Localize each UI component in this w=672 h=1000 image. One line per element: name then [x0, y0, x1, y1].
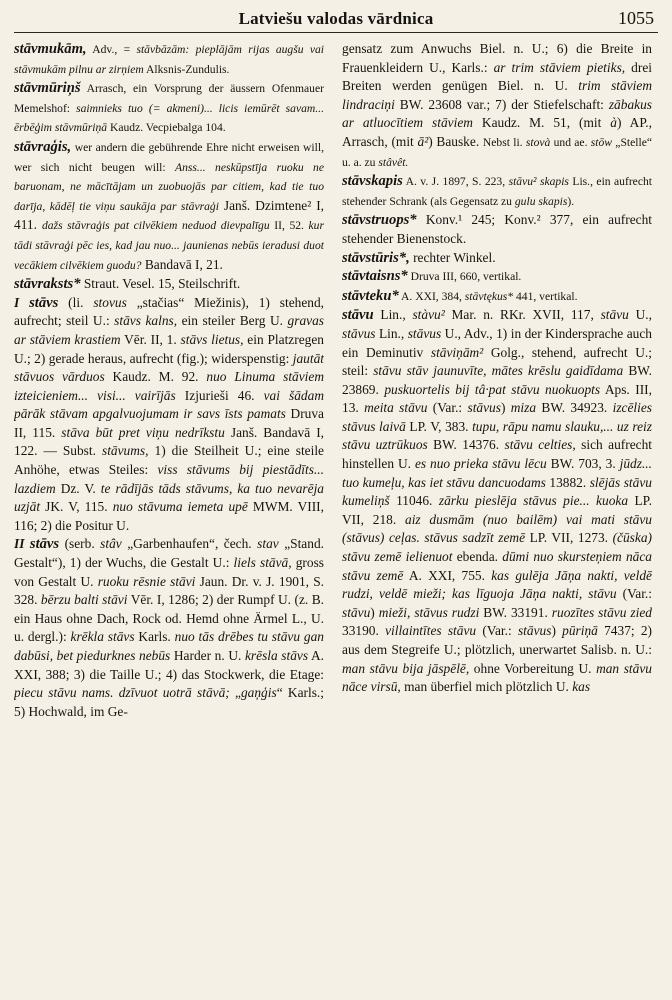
- entry-text: ein Platzregen U.; 2) gerade heraus, aufrecht (fig.); widerspenstig:: [14, 331, 324, 366]
- entry-text: Harder n. U.: [170, 648, 245, 663]
- dictionary-entry: [342, 249, 652, 268]
- entry-text: Anss... neskūpstīja ruoku ne baruonam, ne mācītājam un zuobuojās par citiem, kad tie tuo darīja, kādēļ tie viņu saukāja par stāvraģi: [14, 160, 324, 213]
- entry-text: à: [610, 115, 617, 131]
- entry-text: II, 52.: [269, 219, 309, 233]
- entry-text: A. v. J. 1897, S. 223,: [402, 175, 509, 189]
- entry-text: bērzu balti stāvi: [40, 592, 128, 608]
- entry-text: stāvs lietus,: [180, 331, 244, 347]
- entry-text: Lis., ein aufrecht stehender Schrank (als Gegensatz zu: [342, 175, 652, 208]
- running-title: Latviešu valodas vārdnica: [238, 9, 434, 28]
- entry-text: BW. 14376.: [427, 437, 505, 453]
- entry-text: nuo tās drēbes tu stāvu gan dabūsi, bet piedurknes nebūs: [14, 629, 324, 663]
- entry-text: stāvus: [517, 623, 552, 639]
- headword: stāvtaisns*: [342, 268, 408, 285]
- entry-text: ) AP., Arrasch, (mit: [342, 115, 652, 149]
- entry-text: mieži, stāvus rudzi: [378, 604, 480, 620]
- entry-text: ruoku rēsnie stāvi: [97, 573, 196, 589]
- entry-text: gulu skapis: [514, 194, 568, 208]
- entry-text: stāvus: [407, 325, 442, 341]
- headword: stāvraksts*: [14, 276, 81, 293]
- entry-text: man stāvu nāce virsū,: [342, 660, 652, 695]
- entry-text: drei Breiten werden genügen Biel. n. U.: [342, 59, 652, 94]
- entry-text: „Stelle“ u. a. zu: [342, 135, 652, 169]
- entry-text: Dz. V.: [55, 480, 101, 496]
- entry-text: gross von Gestalt U.: [14, 555, 324, 589]
- entry-text: trim stāviem lindraciņi: [342, 78, 652, 112]
- entry-text: (li.: [58, 294, 94, 310]
- dictionary-entry: [14, 138, 324, 275]
- entry-text: Alksnis-Zundulis.: [143, 62, 230, 76]
- headword: stāvskapis: [342, 173, 403, 190]
- entry-text: stȃv: [100, 536, 122, 552]
- entry-text: U.,: [628, 307, 652, 323]
- headword: stāvmukām,: [14, 41, 87, 57]
- entry-text: 1) die Steilheit U.; eine steile Anhöhe, etwas Steiles:: [14, 443, 324, 478]
- entry-text: stāvus: [467, 400, 501, 416]
- entry-text: Druva II, 115.: [14, 406, 324, 440]
- entry-text: wer andern die gebührende Ehre nicht erweisen will, wer sich nicht beugen will:: [14, 140, 324, 174]
- entry-text: krēkla stāvs: [70, 629, 135, 645]
- entry-text: saimnieks tuo (= akmeni)... licis iemūrēt savam... ērbēģim stāvmūriņā: [14, 101, 324, 135]
- entry-text: tupu, rāpu namu slauku,... uz reiz stāvu uztrūkuos: [342, 418, 652, 453]
- entry-text: ) Bauske.: [428, 133, 483, 149]
- entry-text: stav: [257, 536, 279, 552]
- entry-text: BW. 34923.: [536, 400, 613, 416]
- entry-text: stāva būt pret viņu nedrīkstu: [61, 424, 225, 440]
- headword: stāvstūris*,: [342, 249, 410, 266]
- entry-text: gravas ar stāviem krastiem: [14, 313, 324, 347]
- entry-text: ).: [567, 194, 575, 208]
- headword: stāvs: [29, 536, 60, 553]
- entry-text: 7437; 2) aus dem Stegreife U.; plötzlich, unerwartet Salisb. n. U.:: [342, 623, 652, 657]
- entry-text: stāvs kalns,: [114, 313, 178, 329]
- entry-text: villaintītes stāvu: [385, 623, 477, 639]
- entry-text: Mar. n. RKr. XVII, 117,: [444, 307, 601, 323]
- entry-text: jautāt stāvuos vārduos: [14, 350, 324, 385]
- entry-text: nuo stāvuma iemeta upē: [112, 499, 248, 515]
- entry-text: ebenda.: [452, 549, 503, 565]
- entry-text: Kaudz. M. 51, (mit: [472, 115, 611, 131]
- dictionary-entry: [342, 287, 652, 307]
- dictionary-entry: [342, 306, 652, 696]
- entry-text: Kaudz. M. 92.: [104, 369, 207, 385]
- entry-text: stāvums,: [101, 443, 149, 459]
- entry-text: krēsla stāvs: [244, 648, 309, 663]
- entry-text: Aps. III, 13.: [342, 381, 652, 416]
- entry-text: dažs stāvraģis pat cilvēkiem neduod dievpalīgu: [41, 219, 270, 233]
- entry-text: Lin.,: [375, 325, 408, 341]
- entry-text: ohne Vorbereitung U.: [469, 660, 597, 676]
- entry-text: Vēr. II, 1.: [120, 331, 181, 347]
- entry-text: stāviņām²: [430, 344, 484, 360]
- entry-text: BW. 33191.: [479, 604, 552, 620]
- entry-text: “ Karls.; 5) Hochwald, im Ge-: [14, 685, 324, 719]
- headword: stāvs: [29, 294, 59, 311]
- entry-text: stāvus sadzīt zemē: [424, 530, 526, 546]
- entry-text: A. XXI, 755.: [403, 567, 492, 583]
- headword: stāvteku*: [342, 287, 399, 304]
- entry-text: BW. 703, 3.: [546, 456, 620, 472]
- entry-text: (Var.:: [476, 623, 518, 639]
- entry-text: slējās stāvu kumeliņš: [342, 474, 652, 509]
- entry-text: ): [370, 604, 379, 620]
- entry-text: stâvêt.: [378, 155, 409, 169]
- entry-text: man überfiel mich plötzlich U.: [400, 679, 573, 695]
- entry-text: kas: [572, 679, 591, 695]
- dictionary-entry: [14, 40, 324, 79]
- entry-text: gaņģis: [240, 685, 277, 701]
- entry-text: BW. 23869.: [342, 363, 652, 397]
- entry-text: stovà: [525, 135, 551, 149]
- entry-text: MWM. VIII, 116; 2) die Positur U.: [14, 499, 324, 533]
- entry-text: A. XXI, 388; 3) die Taille U.; 4) das Stockwerk, die Etage:: [14, 648, 324, 682]
- entry-text: stōw: [590, 135, 613, 149]
- entry-text: zārku pieslēja stāvus pie... kuoka: [438, 493, 629, 509]
- entry-text: Kaudz. Vecpiebalga 104.: [107, 121, 226, 135]
- entry-text: Arrasch, ein Vorsprung der äussern Ofenmauer Memelshof:: [14, 82, 324, 115]
- entry-text: Jaun. Dr. v. J. 1901, S. 328.: [14, 573, 324, 608]
- entry-text: stàvu²: [412, 307, 445, 323]
- homograph-number: I: [14, 294, 30, 310]
- entry-text: (Var.:: [427, 400, 468, 416]
- entry-text: LP. V, 383.: [405, 418, 473, 434]
- dictionary-entry: [14, 275, 324, 294]
- entry-text: „stačias“ Miežinis), 1) stehend, aufrecht; steil U.:: [14, 294, 324, 329]
- entry-text: (serb.: [59, 536, 101, 552]
- entry-text: kur tādi stāvraģi pēc ies, kad jau nuo... jaunienas nebūs ieradusi duot vecākiem cilvēkiem guodu?: [14, 219, 324, 272]
- page-number: 1055: [618, 8, 654, 28]
- right-column: [342, 40, 652, 994]
- headword: stāvmūriņš: [14, 80, 81, 97]
- entry-text: 11046.: [389, 493, 439, 509]
- entry-text: 33190.: [342, 623, 386, 639]
- dictionary-entry: [14, 79, 324, 138]
- entry-text: Konv.¹ 245; Konv.² 377, ein aufrecht stehender Bienenstock.: [342, 212, 652, 246]
- entry-text: Druva III, 660, vertikal.: [407, 270, 522, 284]
- entry-text: pūriņā: [562, 623, 598, 639]
- entry-text: 441, vertikal.: [513, 289, 578, 303]
- entry-text: (Var.:: [616, 586, 652, 602]
- entry-text: stāvu: [342, 604, 371, 620]
- entry-text: piecu stāvu nams. dzīvuot uotrā stāvā;: [14, 685, 230, 701]
- entry-text: stāvu celties,: [504, 437, 576, 453]
- entry-text: sich aufrecht hinstellen U.: [342, 437, 652, 472]
- entry-text: ): [500, 400, 511, 416]
- entry-text: ): [551, 623, 563, 639]
- entry-text: aiz dusmām (nuo bailēm) vai mati stāvu (stāvus) ceļas.: [342, 511, 652, 546]
- entry-text: Janš. Dzimtene² I, 411.: [14, 197, 324, 233]
- entry-text: izcēlies stāvus laivā: [342, 400, 652, 434]
- entry-text: Lin.,: [373, 307, 413, 323]
- left-column: [14, 40, 324, 994]
- entry-text: Golg., stehend, aufrecht U.; steil:: [342, 344, 652, 379]
- entry-text: meita stāvu: [364, 400, 428, 416]
- entry-text: stāvus: [342, 325, 376, 341]
- headword: stāvu: [342, 307, 374, 324]
- entry-text: ā²: [417, 133, 429, 149]
- entry-text: stāvtękus*: [464, 289, 514, 303]
- entry-text: stāvbāzām: pieplājām rijas augšu vai stāvmukām pilnu ar zirņiem: [14, 43, 324, 76]
- dictionary-entry: [342, 211, 652, 248]
- entry-text: Bandavā I, 21.: [141, 256, 223, 272]
- entry-text: vai šādam pārāk stāvam apgalvuojumam ir savs īsts pamats: [14, 387, 324, 422]
- entry-text: A. XXI, 384,: [398, 289, 465, 303]
- entry-text: stāvu² skapis: [508, 175, 569, 189]
- entry-text: dūmi nuo skursteņiem nāca stāvu zemē: [342, 549, 652, 583]
- entry-text: 13882.: [545, 474, 590, 490]
- entry-text: miza: [510, 400, 537, 416]
- entry-text: puskuortelis bij tâ·pat stāvu nuokuopts: [384, 381, 601, 397]
- entry-text: stāvu stāv jaunuvīte, mātes krēslu gaidīdama: [373, 363, 624, 379]
- entry-text: ein steiler Berg U.: [177, 313, 288, 329]
- dictionary-entry: [342, 267, 652, 287]
- page-header: [14, 6, 658, 33]
- entry-text: „: [229, 685, 241, 701]
- entry-text: BW. 23608 var.; 7) der Stiefelschaft:: [394, 96, 609, 112]
- dictionary-entry: [14, 535, 324, 721]
- entry-text: ruozītes stāvu zied: [551, 604, 652, 620]
- dictionary-entry: [342, 172, 652, 211]
- entry-text: gensatz zum Anwuchs Biel. n. U.; 6) die Breite in Frauenkleidern U., Karls.:: [342, 41, 652, 75]
- entry-text: stāvu: [600, 307, 629, 323]
- entry-text: U., Adv., 1) in der Kindersprache auch ein Deminutiv: [342, 325, 652, 360]
- entry-text: ar trim stāviem pietiks,: [493, 59, 626, 75]
- entry-text: Janš. Bandavā I, 122. — Subst.: [14, 424, 324, 459]
- entry-text: „Garbenhaufen“, čech.: [121, 536, 258, 552]
- entry-text: Adv., =: [86, 43, 137, 56]
- entry-text: viss stāvums bij piestādīts... lazdiem: [14, 462, 324, 496]
- entry-text: stovus: [93, 294, 127, 310]
- dictionary-entry: [342, 40, 652, 172]
- dictionary-entry: [14, 294, 324, 536]
- entry-text: kas gulēja Jāņa nakti, veldē rudzi, veldē mieži; kas līguoja Jāņa nakti, stāvu: [342, 567, 652, 602]
- homograph-number: II: [14, 536, 30, 552]
- headword: stāvraģis,: [14, 138, 72, 155]
- entry-text: Vēr. I, 1286; 2) der Rumpf U. (z. B. ein Haus ohne Dach, Rock od. Hemd ohne Ärmel L., U. u. dergl.):: [14, 592, 324, 645]
- entry-text: und ae.: [550, 135, 591, 149]
- entry-text: Izjurieši 46.: [175, 387, 264, 403]
- entry-text: Nebst li.: [482, 135, 526, 149]
- entry-text: nuo Linuma stāviem izteicieniem... visi... vairījās: [14, 369, 324, 403]
- entry-text: LP. VII, 218.: [342, 493, 652, 527]
- entry-text: JK. V, 115.: [40, 499, 113, 515]
- entry-text: zābakus ar atluocītiem stāviem: [342, 96, 652, 131]
- entry-text: man stāvu bija jāspēlē,: [342, 660, 470, 676]
- entry-text: „Stand. Gestalt“), 1) der Wuchs, die Gestalt U.:: [14, 536, 324, 571]
- entry-text: jūdz... tuo kumeļu, kas iet stāvu dancuodams: [342, 456, 652, 490]
- entry-text: Karls.: [134, 629, 175, 645]
- entry-text: Straut. Vesel. 15, Steilschrift.: [80, 276, 241, 292]
- entry-text: te rādījās tāds stāvums, ka tuo nevarēja uzjāt: [14, 480, 324, 515]
- entry-text: LP. VII, 1273.: [525, 530, 613, 546]
- entry-text: es nuo prieka stāvu lēcu: [414, 456, 547, 472]
- headword: stāvstruops*: [342, 212, 417, 229]
- entry-text: liels stāvā,: [233, 555, 292, 571]
- entry-text: rechter Winkel.: [409, 249, 496, 265]
- entry-text: (čūska) stāvu zemē ielienuot: [342, 530, 652, 565]
